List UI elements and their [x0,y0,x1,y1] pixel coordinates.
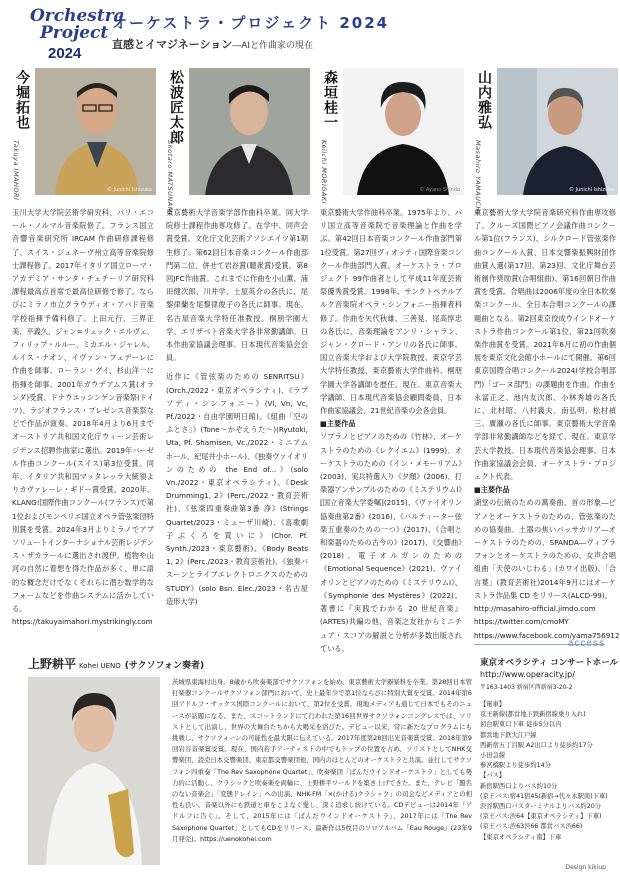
composer-name: 森垣桂一 [322,70,338,130]
composer-bio [320,206,462,655]
venue-name: 東京オペラシティ コンサートホール [480,658,619,668]
venue-url[interactable]: http://www.operacity.jp/ [480,670,575,679]
composer-column-imahori [8,68,158,651]
access-label: access [567,638,605,649]
composer-name-en: Takuya IMAHORI [12,140,20,201]
photo-credit: © Ayano Shindo [419,187,460,193]
header [0,0,620,70]
composer-bio [12,206,154,629]
logo-line2: Project [40,23,109,43]
composer-name: 今堀拓也 [14,70,30,130]
works-heading: ■主要作品 [320,419,356,429]
route-line: 渋谷駅西口バスターミナルよりバス約20分 [480,803,602,811]
composer-link[interactable]: https://www.facebook.com/yama756912 [474,630,620,640]
photo-credit: © Junichi Ishizuka [107,187,152,193]
composer-photo [189,68,310,195]
bio-text: 東京藝術大学作曲科卒業。1975年より、パリ国立高等音楽院で音楽理論と作曲を学ぶ。第42回日本音楽コンクール作曲部門第1位受賞。第27回ヴィオッティ国際音楽コンクール作曲部門入賞。オーケストラ・プロジェクト 99作曲者として平成11年度芸術祭優秀賞受賞。1998年、サンクトペテルブルク音楽院オペラ・シンフォニー指揮者科修了。作曲を矢代秋雄、三善晃、尾高惇忠の各氏に、音楽理論をアンリ・シャラン、ジャン・クロード・アンリの各氏に師事。国立音楽大学および大学院教授、東京学芸大学特任教授、東京藝術大学作曲科、桐朋学園大学各講師を歴任。現在、東京音楽大学講師、日本現代音楽協会顧問委員、日本作曲家協議会、21世紀音楽の会各会員。 [320,208,462,416]
soloist-name: 上野耕平 [28,657,77,671]
soloist-bio: 茨城県東海村出身。8歳から吹奏楽部でサクソフォンを始め、東京藝術大学器楽科を卒業。第28回日本管打楽器コンクールサクソフォン部門において、史上最年少で第1位ならびに特別大賞を受賞。2014年第6回アドルフ・サックス国際コンクールにおいて、第2位を受賞。現地メディアも通じて日本でもそのニュースが話題になる。また、スコットランドにて行われた第16回世界サクソフォンコングレスでは、ソリストとして出演し、世界の大舞台たちから大喝采を浴びた。デビュー以来、常に新たなプログラムにも挑戦し、サクソフォーンの可能性を最大限に伝えている。2017年度第28回出光音楽賞受賞。2018年第9回岩谷音楽賞受賞。現在、国内若手アーティストの中でもトップの位置を占め、ソリストとしてNHK交響楽団、読売日本交響楽団、東京都交響楽団他、国内のほとんどのオーケストラと共演。並行してサクソフォン四重奏「The Rev Saxophone Quartet」、吹奏楽団「ぱんだウインドオーケストラ」としても勢力的に活動し、クラシックと吹奏楽を両輪に、上野耕平ワールドを築き上げてきた。また、テレビ「題名のない音楽会」「変態ドレイン」への出演、NHK-FM「×(かける)クラシック」の司会などメディアとの相性も良い。音楽以外にも鉄道と車をこよなく愛し、深く追求し続けている。CDデビューは2014年「アドルフに告ぐ」。そして、2015年には「ぱんだウインドオーケストラ」、2017年には「The Rev Saxophone Quartet」としてもCDをリリース。最新作は5枚目のソロアルバム「Eau Rouge」(23年9月発売)。https://uenokohei.com [172,678,472,843]
bio-text: 東京藝術大学大学院音楽研究科作曲専攻修了。クルーズ国際ピアノ会議作曲コンクール第1位(フランス)、シルクロード管弦楽作曲コンクール入賞、日本交響楽振興財団作曲賞入選(第17回、第23回、文化庁舞台芸術創作奨励賞(合唱組曲)、第16回朝日作曲賞を受賞。合唱曲は2006年度の全日本吹奏楽コンクール、全日本合唱コンクールの課題曲となる。第2回東京佼成ウインドオーケストラ作曲コンクール第1位、第21回吹奏楽作曲賞を受賞。2021年6月に初の作曲個展を東京文化会館小ホールにて開催。第6回東京国際合唱コンクール2024(学校合唱部門)「ゴーヌ部門」の課題曲を作曲。作曲を永冨正之、池内友次郎、小林秀雄の各氏に、北村昭、八村義夫、南弘明、松村禎三、廣瀬の各氏に師事。東京藝術大学音楽学部非常勤講師などを経て、現在、東京学芸大学教授。日本現代音楽協会理事、日本作曲家協議会会員、オーケストラ・プロジェクト代表。 [474,208,616,482]
route-line: 京王新線(都営地下鉄新宿線乗り入れ) [480,711,586,719]
soloist-name-line [28,655,204,672]
composer-name: 山内雅弘 [476,70,492,130]
photo-credit: © Junichi Ishizuka [569,187,614,193]
route-line: (京王バス:宿41宿45(新宿→代々木駅南)下車) [480,792,608,800]
route-line: 新宿駅西口よりバス約10分 [480,782,558,790]
route-line: 西新宿五丁目駅 A2出口より徒歩約17分 [480,741,593,749]
composer-photo [35,68,156,195]
route-line: 初台駅東口下車 徒歩5分以内 [480,721,562,729]
composer-works: 近作に《管弦楽のための SENRITSU》(Orch./2022・東京オペラシティ)、《ラプソディ・シンフォニー》(Vl, Vn, Vc, Pf./2022・自由学園明日館)、《組曲「空のふとさ」》(Tone～かぞえうた～)(Ryutoki, Uta, Pf. Shamisen, Vc./2022・ミニアムホール、紀尾井小ホール)、《独奏ヴァイオリンのための the End of...》(solo Vn./2022・東京オペラシティ)、《Desk Drumming1, 2》(Perc./2022・教育芸術社)、《弦楽四重奏曲第3番 浄》(Strings Quartet/2023・ミューザ川崎)、《喜歌劇 子ぶくろを買いに》(Chor. Pf. Synth./2023・東京藝術)、《Body Beats 1, 2》(Perc./2023・教育芸術社)、《独奏バスーンとライブエレクトロニクスのための STUDY》(solo Bsn. Elec./2023・名古屋造形大学) [166,372,308,606]
orchestra-project-logo [30,6,125,66]
route-line: 都営地下鉄大江戸線 [480,731,537,739]
composer-name-en: Shotaro MATSUNAMI [166,140,174,216]
bio-text: 東京藝術大学音楽学部作曲科卒業、同大学院修士課程作曲専攻修了。在学中、同声会賞受賞。文化庁文化芸術アソシエイツ第1期生修了。第62回日本音楽コンクール作曲部門第二位、併せて岩谷賞(聴衆賞)受賞。第8回JFC作曲賞。これまでに作曲を小山薫、浦田健次郎、川井学、土屋英介の各氏に、尾黎律蘭を尾黎律俊子の各氏に師事。現在、名古屋音楽大学特任准教授。桐朋学園大学、エリザベト音楽大学各非常勤講師。日本作曲家協議会理事。日本現代音楽協会会員。 [166,208,308,363]
bio-text: 玉川大学大学院芸術学研究科、パリ・エコール・ノルマル音楽院修了。フランス国立音響音楽研究所 IRCAM 作曲研修課程修了、スイス・ジュネーヴ州立高等音楽院修士課程修了。2017年イタリア国立ローマ・アカデミア・サンタ・チェチーリア研究科課程最高点首席で最高位研修で修了。ならびにミラノ市立クラウディオ・アバド音楽学校指揮予備科修了。上田元行、三界正美、平義久、ジャン=リュック・エルヴェ、フィリップ・ルルー、ミカエル・ジャレル、ルイス・ナオン、イヴァン・フェデーレに作曲を師事。ローラン・グイ、杉山洋一に指揮を師事。2001年ガウデアムス賞(オランダ)受賞、ドナウエッシンゲン音楽祭(ドイツ)、ラジオフランス・プレゼンス音楽祭などで作品が演奏。2018年4月より6月までオーストリア共和国文化庁ウィーン芸術レジデンス招聘作曲家に選出。2019年バーゼル作曲コンクール(スイス)第3位受賞。同年、イタリア共和国マッタレッラ大統領よりカヴァレーレ・ギドー賞受賞。2020年、KLANG!国際作曲コンクール(フランス)で第1位およびモンペリエ国立オペラ管弦楽団特別賞を受賞。2024年3月よりミラノでアブソリュートインターナショナル芸術レジデンス・ザカラールに選出され渡伊。植物や山河の自然に着想を得た作品が多く、単に語的な概念だけでなくそれらに潜む数学的なフォームなどを作曲システムに活かしている。 [12,208,154,614]
subtitle-secondary: ―AIと作曲家の現在 [232,41,314,51]
route-line: 参宮橋駅より徒歩約14分 [480,762,551,770]
logo-year: 2024 [48,45,82,62]
composer-column-matsunami [162,68,312,651]
route-line: 【電車】 [480,701,506,708]
page-subtitle [112,36,313,52]
design-credit: Design kikiup [565,864,606,871]
composer-name: 松波匠太郎 [168,70,184,145]
subtitle-main: 直感とイマジネーション [112,38,233,51]
composer-bio [166,206,308,608]
composer-name-en: Masahiro YAMAUCHI [474,140,482,215]
composer-link[interactable]: https://twitter.com/cmoMY [474,617,569,627]
composer-works: ソプラノとピアノのための《竹林》、オーケストラのための《レクイエム》(1999)、オーケストラのための《イン・メモーリアム》(2003)、実兵特選入り《夕顔》(2006)、打楽器アンサンブルのための《ミステリウムⅠ》[国立音楽大学委嘱](2015)、《ヴァイオリン協奏曲第2番》(2016)、《バルティーター弦楽五重奏のための一つ》(2017)、《合唱と和楽器のための古今の》(2017)、《交響曲》(2018)、電子オルガンのための《Emotional Sequence》(2021)、ヴァイオリンとピアノのための《ミステリウムⅠ》、《Symphonie des Mystères》(2022)。著書に『実践でわかる 20 世紀音楽』(ARTES)共編の他、音楽之友社からミニチュア・スコアの解説と分析が多数出版されている。 [320,432,462,653]
composer-link[interactable]: http://masahiro-official.jimdo.com [474,604,596,614]
soloist-name-en: Kohei UENO [79,662,121,670]
route-line: (京王バス:渋64【東京オペラシティ】下車) [480,813,602,821]
soloist-role: (サクソフォン奏者) [124,661,205,671]
works-heading: ■主要作品 [474,485,510,495]
route-line: 【バス】 [480,772,506,780]
soloist-section [28,655,472,870]
route-line: (京王バス:渋63渋66 都営バス渋66) [480,823,583,831]
venue-address: 〒163-1403 新宿区西新宿3-20-2 [480,684,573,691]
composer-photo [343,68,464,195]
page-title: オーケストラ・プロジェクト 2024 [112,14,390,32]
route-line: 【東京オペラシティ南】下車 [480,833,562,841]
composer-name-en: Keiichi MORIGAKI [320,140,328,205]
logo-line1: Orchestra [30,6,125,26]
route-line: 小田急線 [480,752,506,760]
composer-photo [497,68,618,195]
composer-works: 湖堂の伝統のための萬奏曲、首の形象―ピアノとオーケストラのための、管弦楽のための協奏曲、土器の焦いパッサカリア―オーケストラのための、SPANDA―ヴィブラフォンとオーケストラのための、女声合唱組曲「天使のいじわる」(カワイ出版)、「合言葉」(教育芸術社)2014年9月にはオーケストラ作品集 CD をリリース(ALCD-99)。 [474,498,616,600]
composer-bio [474,206,620,642]
access-route [480,700,612,843]
composer-column-yamauchi [470,68,620,651]
access-section [480,638,619,871]
soloist-photo [28,677,160,865]
composer-column-morigaki [316,68,466,651]
composer-url[interactable]: https://takuyaimahori.mystrikingly.com [12,617,153,627]
